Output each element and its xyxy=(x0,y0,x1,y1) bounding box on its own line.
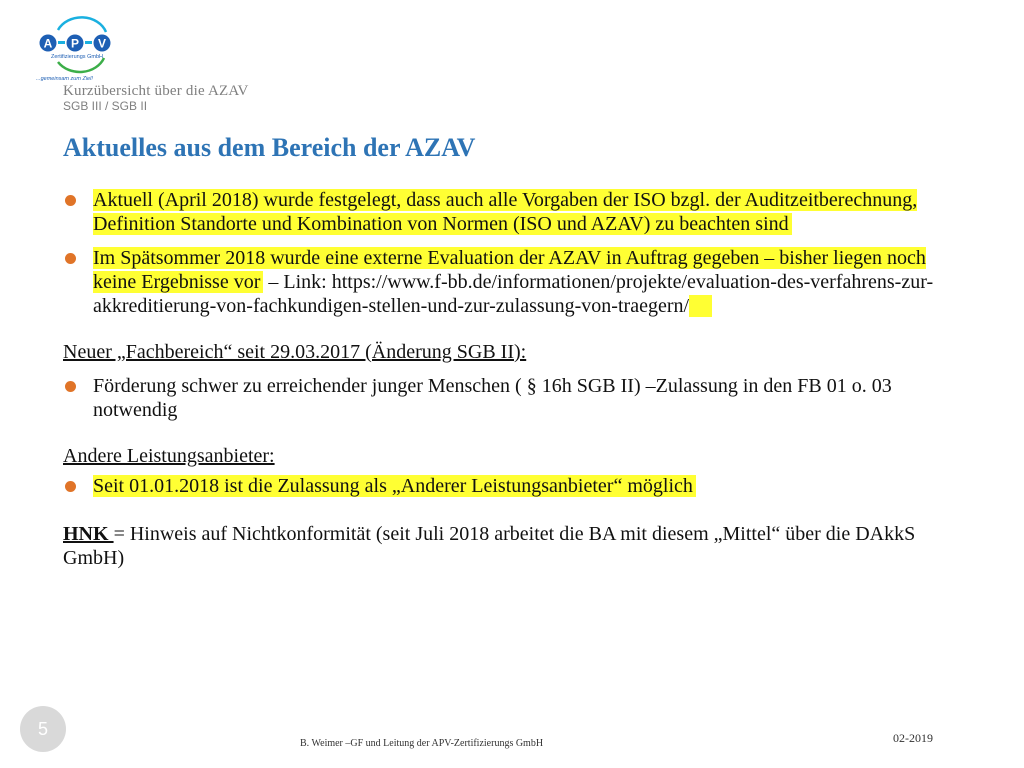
header-line-1: Kurzübersicht über die AZAV xyxy=(63,83,249,99)
bullet-other-provider-approval xyxy=(63,474,963,498)
bullet-iso-text: Aktuell (April 2018) wurde festgelegt, dass auch alle Vorgaben der ISO bzgl. der Auditzeitberechnung, Definition Standorte und Kombination von Normen (ISO und AZAV) zu beachten sind xyxy=(93,189,918,235)
bullet-young-people xyxy=(63,374,963,422)
bullet-other-provider-text: Seit 01.01.2018 ist die Zulassung als „Anderer Leistungsanbieter“ möglich xyxy=(93,475,696,497)
page-number-badge: 5 xyxy=(20,706,66,752)
bullet-young-people-text: Förderung schwer zu erreichender junger Menschen ( § 16h SGB II) –Zulassung in den FB 01 o. 03 notwendig xyxy=(93,375,892,421)
logo-letter-a: A xyxy=(43,36,53,51)
bullet-dot-icon xyxy=(65,481,76,492)
bullet-evaluation xyxy=(63,246,963,318)
slide-content xyxy=(63,188,963,570)
highlight-trailing-space xyxy=(689,295,712,317)
heading-new-field: Neuer „Fachbereich“ seit 29.03.2017 (Änderung SGB II): xyxy=(63,341,527,363)
apv-logo-graphic xyxy=(32,14,122,84)
hnk-text: = Hinweis auf Nichtkonformität (seit Juli 2018 arbeitet die BA mit diesem „Mittel“ über die DAkkS GmbH) xyxy=(63,523,916,569)
bullet-iso-requirements xyxy=(63,188,963,236)
bullet-evaluation-highlight: Im Spätsommer 2018 wurde eine externe Evaluation der AZAV in Auftrag gegeben – bisher liegen noch keine Ergebnisse vor xyxy=(93,247,926,293)
bullet-dot-icon xyxy=(65,381,76,392)
heading-other-providers: Andere Leistungsanbieter: xyxy=(63,445,275,467)
header-line-2: SGB III / SGB II xyxy=(63,99,148,113)
logo-letter-p: P xyxy=(70,36,80,51)
bullet-evaluation-link[interactable]: – Link: https://www.f-bb.de/informationen/projekte/evaluation-des-verfahrens-zur-akkreditierung-von-fachkundigen-stellen-und-zur-zulassung-von-traegern/ xyxy=(93,271,934,317)
hnk-definition xyxy=(63,522,963,570)
logo-slogan: ...gemeinsam zum Ziel! xyxy=(36,76,93,82)
logo-letter-v: V xyxy=(97,36,107,51)
footer-author: B. Weimer –GF und Leitung der APV-Zertifizierungs GmbH xyxy=(300,738,544,749)
bullet-dot-icon xyxy=(65,195,76,206)
bullet-dot-icon xyxy=(65,253,76,264)
hnk-term: HNK xyxy=(63,523,114,545)
logo-subline: Zertifizierungs GmbH xyxy=(51,54,103,60)
apv-logo xyxy=(32,14,122,84)
footer-date: 02-2019 xyxy=(893,731,933,745)
slide-title: Aktuelles aus dem Bereich der AZAV xyxy=(63,133,476,162)
slide-header xyxy=(63,84,249,114)
